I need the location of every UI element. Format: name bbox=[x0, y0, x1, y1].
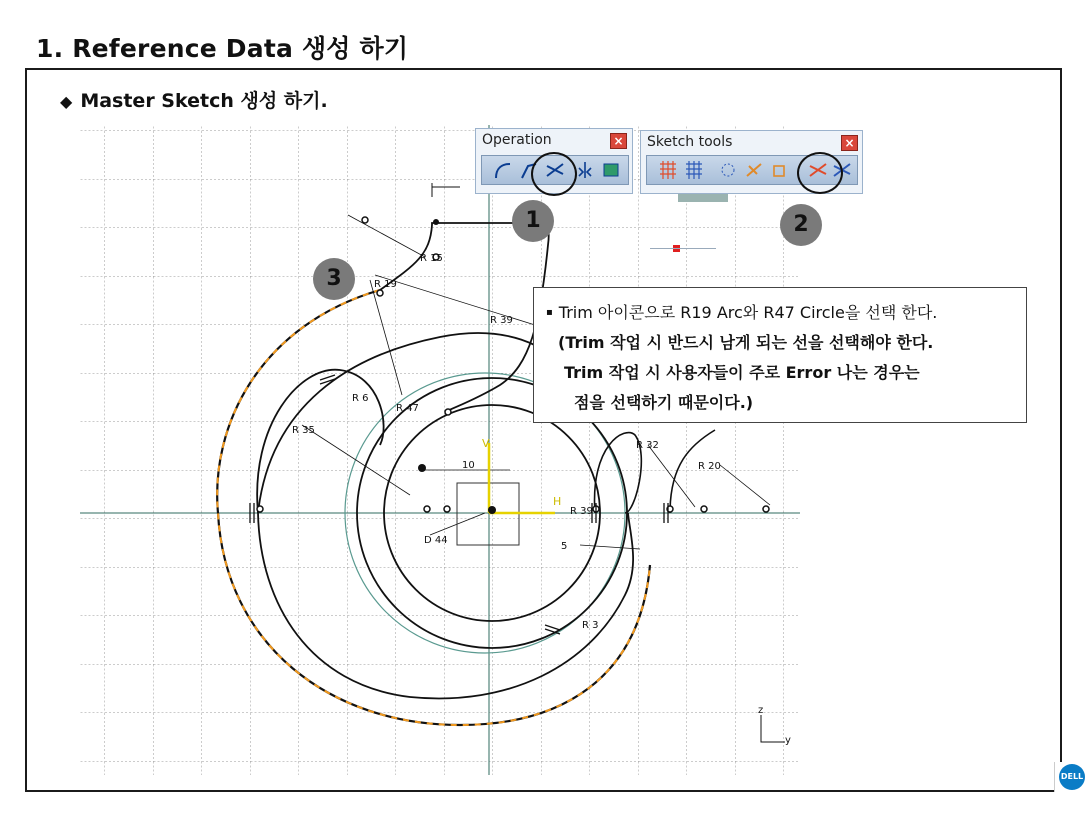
sketch-tools-toolbar-title: Sketch tools bbox=[647, 134, 733, 150]
origin-point bbox=[488, 506, 496, 514]
cursor-line bbox=[650, 248, 716, 249]
compass-y-label: y bbox=[785, 735, 791, 746]
top-corner-point bbox=[433, 219, 439, 225]
snap-to-point-icon[interactable] bbox=[683, 158, 705, 182]
trim-icon-highlight-ring bbox=[531, 152, 577, 196]
step-badge-1: 1 bbox=[512, 200, 554, 242]
section-heading bbox=[60, 86, 328, 113]
callout-line-4: 점을 선택하기 때문이다.) bbox=[574, 393, 754, 412]
instruction-callout bbox=[533, 287, 1027, 423]
h-axis-label: H bbox=[553, 495, 562, 508]
close-icon[interactable]: × bbox=[841, 135, 858, 151]
trim-tool-highlight-ring bbox=[797, 152, 843, 194]
corner-icon[interactable] bbox=[492, 158, 514, 182]
master-sketch-drawing[interactable] bbox=[80, 125, 800, 775]
dim-r39-right[interactable]: R 39 bbox=[570, 506, 593, 517]
dim-r32[interactable]: R 32 bbox=[636, 440, 659, 451]
dimensional-constraints-icon[interactable] bbox=[769, 158, 791, 182]
toolbar-shadow-fragment bbox=[678, 194, 728, 202]
step-badge-3: 3 bbox=[313, 258, 355, 300]
diamond-bullet-icon: ◆ bbox=[60, 92, 73, 111]
section-heading-text: Master Sketch 생성 하기. bbox=[80, 90, 328, 112]
step-badge-2: 2 bbox=[780, 204, 822, 246]
dim-d44[interactable]: D 44 bbox=[424, 535, 448, 546]
dim-five[interactable]: 5 bbox=[561, 541, 568, 552]
compass-z-label: z bbox=[758, 705, 764, 716]
dim-r39-top[interactable]: R 39 bbox=[490, 315, 513, 326]
v-axis-label: V bbox=[482, 437, 490, 450]
dell-logo bbox=[1054, 762, 1089, 792]
project-3d-icon[interactable] bbox=[600, 158, 622, 182]
operation-toolbar-title: Operation bbox=[482, 132, 552, 148]
callout-line-1 bbox=[546, 298, 937, 328]
callout-line-1-text: Trim 아이콘으로 R19 Arc와 R47 Circle을 선택 한다. bbox=[558, 303, 938, 322]
dim-r15[interactable]: R 15 bbox=[420, 253, 443, 264]
square-bullet-icon: ▪ bbox=[546, 307, 553, 318]
dim-ten[interactable]: 10 bbox=[462, 460, 475, 471]
dim-r6[interactable]: R 6 bbox=[352, 393, 369, 404]
dim-r20[interactable]: R 20 bbox=[698, 461, 721, 472]
close-icon[interactable]: × bbox=[610, 133, 627, 149]
mirror-icon[interactable] bbox=[574, 158, 596, 182]
dim-r47[interactable]: R 47 bbox=[396, 403, 419, 414]
callout-line-2: (Trim 작업 시 반드시 남게 되는 선을 선택해야 한다. bbox=[558, 333, 934, 352]
dim-r19[interactable]: R 19 bbox=[374, 279, 397, 290]
dell-logo-icon: DELL bbox=[1059, 764, 1085, 790]
ten-dim-point bbox=[418, 464, 426, 472]
geometric-constraints-icon[interactable] bbox=[743, 158, 765, 182]
grid-icon[interactable] bbox=[657, 158, 679, 182]
dim-r3[interactable]: R 3 bbox=[582, 620, 599, 631]
callout-line-3: Trim 작업 시 사용자들이 주로 Error 나는 경우는 bbox=[564, 363, 920, 382]
construction-element-icon[interactable] bbox=[717, 158, 739, 182]
dim-r35[interactable]: R 35 bbox=[292, 425, 315, 436]
page-title: 1. Reference Data 생성 하기 bbox=[36, 34, 409, 63]
